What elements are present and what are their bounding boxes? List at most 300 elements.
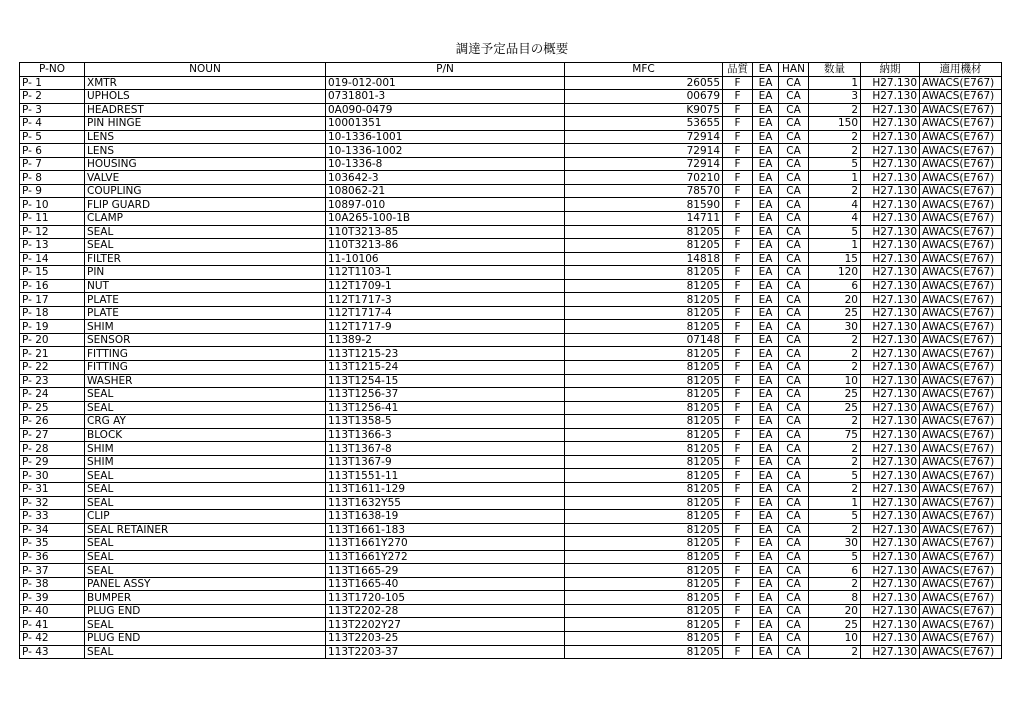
cell-quantity: 2 (809, 455, 861, 469)
cell-han: CA (779, 523, 809, 537)
cell-quantity: 2 (809, 103, 861, 117)
table-row (20, 442, 1002, 456)
table-body (20, 76, 1002, 659)
cell-quantity: 2 (809, 347, 861, 361)
cell-applicable-equipment: AWACS(E767) (920, 117, 1002, 131)
table-row (20, 90, 1002, 104)
cell-quality: F (723, 645, 753, 659)
cell-part-number: 113T1215-23 (326, 347, 565, 361)
cell-part-number: 112T1717-4 (326, 306, 565, 320)
cell-p-no: P- 16 (20, 279, 85, 293)
cell-p-no: P- 36 (20, 550, 85, 564)
cell-p-no: P- 42 (20, 631, 85, 645)
cell-delivery: H27.130 (861, 90, 920, 104)
cell-noun: SEAL (85, 564, 326, 578)
cell-delivery: H27.130 (861, 103, 920, 117)
cell-quality: F (723, 198, 753, 212)
cell-applicable-equipment: AWACS(E767) (920, 293, 1002, 307)
table-row (20, 117, 1002, 131)
cell-delivery: H27.130 (861, 361, 920, 375)
cell-han: CA (779, 550, 809, 564)
cell-noun: COUPLING (85, 184, 326, 198)
cell-quantity: 25 (809, 401, 861, 415)
cell-noun: SHIM (85, 320, 326, 334)
header-mfc: MFC (565, 63, 723, 77)
cell-han: CA (779, 388, 809, 402)
cell-p-no: P- 21 (20, 347, 85, 361)
cell-ea: EA (753, 320, 779, 334)
cell-p-no: P- 14 (20, 252, 85, 266)
cell-part-number: 113T1661-183 (326, 523, 565, 537)
cell-han: CA (779, 90, 809, 104)
cell-mfc: 81205 (565, 564, 723, 578)
cell-applicable-equipment: AWACS(E767) (920, 645, 1002, 659)
cell-han: CA (779, 130, 809, 144)
cell-noun: LENS (85, 144, 326, 158)
cell-delivery: H27.130 (861, 401, 920, 415)
cell-han: CA (779, 76, 809, 90)
table-row (20, 537, 1002, 551)
cell-quality: F (723, 415, 753, 429)
cell-mfc: 81205 (565, 645, 723, 659)
cell-noun: UPHOLS (85, 90, 326, 104)
cell-delivery: H27.130 (861, 76, 920, 90)
cell-noun: SEAL (85, 482, 326, 496)
table-row (20, 388, 1002, 402)
cell-noun: BLOCK (85, 428, 326, 442)
cell-applicable-equipment: AWACS(E767) (920, 415, 1002, 429)
cell-han: CA (779, 144, 809, 158)
cell-ea: EA (753, 306, 779, 320)
table-row (20, 361, 1002, 375)
cell-ea: EA (753, 171, 779, 185)
cell-p-no: P- 9 (20, 184, 85, 198)
cell-quality: F (723, 117, 753, 131)
cell-delivery: H27.130 (861, 212, 920, 226)
cell-delivery: H27.130 (861, 117, 920, 131)
cell-ea: EA (753, 212, 779, 226)
cell-quality: F (723, 550, 753, 564)
table-row (20, 591, 1002, 605)
cell-part-number: 113T1665-29 (326, 564, 565, 578)
cell-part-number: 11-10106 (326, 252, 565, 266)
cell-quality: F (723, 225, 753, 239)
table-row (20, 252, 1002, 266)
cell-han: CA (779, 347, 809, 361)
cell-applicable-equipment: AWACS(E767) (920, 482, 1002, 496)
table-row (20, 645, 1002, 659)
cell-applicable-equipment: AWACS(E767) (920, 333, 1002, 347)
cell-part-number: 113T1665-40 (326, 577, 565, 591)
cell-part-number: 10001351 (326, 117, 565, 131)
cell-mfc: 26055 (565, 76, 723, 90)
cell-ea: EA (753, 76, 779, 90)
cell-mfc: 81205 (565, 523, 723, 537)
cell-part-number: 108062-21 (326, 184, 565, 198)
cell-han: CA (779, 618, 809, 632)
cell-mfc: 81205 (565, 455, 723, 469)
cell-applicable-equipment: AWACS(E767) (920, 266, 1002, 280)
table-row (20, 401, 1002, 415)
cell-quantity: 2 (809, 442, 861, 456)
cell-quantity: 2 (809, 130, 861, 144)
cell-noun: SEAL (85, 388, 326, 402)
cell-noun: SEAL (85, 225, 326, 239)
cell-p-no: P- 19 (20, 320, 85, 334)
cell-quantity: 2 (809, 184, 861, 198)
cell-han: CA (779, 469, 809, 483)
cell-part-number: 0A090-0479 (326, 103, 565, 117)
cell-quantity: 6 (809, 279, 861, 293)
cell-quantity: 75 (809, 428, 861, 442)
cell-part-number: 113T1367-9 (326, 455, 565, 469)
cell-ea: EA (753, 564, 779, 578)
cell-han: CA (779, 496, 809, 510)
cell-noun: SEAL RETAINER (85, 523, 326, 537)
cell-p-no: P- 18 (20, 306, 85, 320)
cell-part-number: 113T1358-5 (326, 415, 565, 429)
document-title: 調達予定品目の概要 (455, 41, 569, 56)
cell-quantity: 1 (809, 496, 861, 510)
cell-han: CA (779, 157, 809, 171)
cell-noun: SEAL (85, 550, 326, 564)
cell-noun: CLIP (85, 510, 326, 524)
cell-delivery: H27.130 (861, 618, 920, 632)
cell-quantity: 30 (809, 537, 861, 551)
cell-applicable-equipment: AWACS(E767) (920, 550, 1002, 564)
cell-quality: F (723, 455, 753, 469)
cell-delivery: H27.130 (861, 252, 920, 266)
cell-noun: SEAL (85, 618, 326, 632)
cell-delivery: H27.130 (861, 591, 920, 605)
cell-ea: EA (753, 184, 779, 198)
cell-quality: F (723, 374, 753, 388)
cell-noun: FLIP GUARD (85, 198, 326, 212)
cell-quantity: 2 (809, 415, 861, 429)
cell-delivery: H27.130 (861, 415, 920, 429)
cell-han: CA (779, 442, 809, 456)
cell-quality: F (723, 442, 753, 456)
cell-part-number: 10A265-100-1B (326, 212, 565, 226)
cell-noun: SEAL (85, 469, 326, 483)
cell-p-no: P- 31 (20, 482, 85, 496)
table-row (20, 523, 1002, 537)
cell-han: CA (779, 577, 809, 591)
cell-ea: EA (753, 591, 779, 605)
cell-delivery: H27.130 (861, 130, 920, 144)
cell-mfc: 72914 (565, 157, 723, 171)
cell-quality: F (723, 157, 753, 171)
cell-ea: EA (753, 388, 779, 402)
cell-quantity: 5 (809, 510, 861, 524)
table-row (20, 130, 1002, 144)
table-row (20, 157, 1002, 171)
cell-noun: PLATE (85, 293, 326, 307)
cell-noun: PIN (85, 266, 326, 280)
cell-quantity: 120 (809, 266, 861, 280)
cell-mfc: 81205 (565, 266, 723, 280)
cell-applicable-equipment: AWACS(E767) (920, 510, 1002, 524)
cell-p-no: P- 20 (20, 333, 85, 347)
cell-quantity: 10 (809, 374, 861, 388)
header-noun: NOUN (85, 63, 326, 77)
cell-delivery: H27.130 (861, 510, 920, 524)
cell-noun: PANEL ASSY (85, 577, 326, 591)
cell-ea: EA (753, 496, 779, 510)
cell-p-no: P- 26 (20, 415, 85, 429)
cell-noun: SEAL (85, 496, 326, 510)
cell-quality: F (723, 469, 753, 483)
cell-quantity: 20 (809, 293, 861, 307)
header-quantity: 数量 (809, 63, 861, 77)
cell-han: CA (779, 361, 809, 375)
cell-quality: F (723, 144, 753, 158)
cell-mfc: 81205 (565, 604, 723, 618)
cell-quantity: 4 (809, 212, 861, 226)
cell-han: CA (779, 212, 809, 226)
cell-han: CA (779, 591, 809, 605)
cell-mfc: 81205 (565, 631, 723, 645)
cell-quantity: 1 (809, 171, 861, 185)
cell-quality: F (723, 537, 753, 551)
cell-quality: F (723, 510, 753, 524)
cell-quality: F (723, 171, 753, 185)
procurement-table (19, 62, 1002, 659)
cell-mfc: 81205 (565, 510, 723, 524)
table-row (20, 618, 1002, 632)
cell-applicable-equipment: AWACS(E767) (920, 401, 1002, 415)
cell-quantity: 5 (809, 225, 861, 239)
cell-quality: F (723, 618, 753, 632)
cell-ea: EA (753, 537, 779, 551)
cell-delivery: H27.130 (861, 320, 920, 334)
cell-quantity: 5 (809, 157, 861, 171)
cell-delivery: H27.130 (861, 645, 920, 659)
cell-ea: EA (753, 333, 779, 347)
cell-ea: EA (753, 631, 779, 645)
cell-mfc: 81205 (565, 320, 723, 334)
cell-delivery: H27.130 (861, 523, 920, 537)
cell-p-no: P- 41 (20, 618, 85, 632)
table-row (20, 577, 1002, 591)
cell-han: CA (779, 279, 809, 293)
cell-ea: EA (753, 279, 779, 293)
cell-noun: WASHER (85, 374, 326, 388)
cell-applicable-equipment: AWACS(E767) (920, 591, 1002, 605)
cell-applicable-equipment: AWACS(E767) (920, 631, 1002, 645)
cell-noun: SEAL (85, 401, 326, 415)
cell-mfc: 81205 (565, 591, 723, 605)
cell-part-number: 103642-3 (326, 171, 565, 185)
cell-ea: EA (753, 618, 779, 632)
cell-quality: F (723, 130, 753, 144)
cell-mfc: 72914 (565, 130, 723, 144)
cell-quality: F (723, 279, 753, 293)
cell-mfc: 81205 (565, 618, 723, 632)
cell-delivery: H27.130 (861, 537, 920, 551)
cell-delivery: H27.130 (861, 482, 920, 496)
cell-han: CA (779, 415, 809, 429)
cell-mfc: 14818 (565, 252, 723, 266)
cell-ea: EA (753, 577, 779, 591)
header-row (20, 63, 1002, 77)
cell-quality: F (723, 577, 753, 591)
cell-mfc: 81205 (565, 415, 723, 429)
cell-han: CA (779, 171, 809, 185)
cell-delivery: H27.130 (861, 306, 920, 320)
header-delivery: 納期 (861, 63, 920, 77)
cell-part-number: 113T1632Y55 (326, 496, 565, 510)
header-p-no: P-NO (20, 63, 85, 77)
cell-quality: F (723, 184, 753, 198)
cell-delivery: H27.130 (861, 333, 920, 347)
cell-ea: EA (753, 225, 779, 239)
table-row (20, 510, 1002, 524)
cell-han: CA (779, 266, 809, 280)
cell-quantity: 30 (809, 320, 861, 334)
cell-part-number: 112T1709-1 (326, 279, 565, 293)
cell-mfc: 81205 (565, 306, 723, 320)
cell-applicable-equipment: AWACS(E767) (920, 252, 1002, 266)
cell-ea: EA (753, 130, 779, 144)
cell-ea: EA (753, 645, 779, 659)
cell-part-number: 113T1256-37 (326, 388, 565, 402)
table-row (20, 469, 1002, 483)
cell-mfc: 00679 (565, 90, 723, 104)
cell-mfc: 81205 (565, 374, 723, 388)
cell-delivery: H27.130 (861, 293, 920, 307)
cell-mfc: 81205 (565, 401, 723, 415)
cell-han: CA (779, 293, 809, 307)
cell-p-no: P- 40 (20, 604, 85, 618)
cell-noun: SEAL (85, 537, 326, 551)
cell-mfc: 53655 (565, 117, 723, 131)
cell-p-no: P- 12 (20, 225, 85, 239)
cell-p-no: P- 22 (20, 361, 85, 375)
cell-p-no: P- 10 (20, 198, 85, 212)
cell-quality: F (723, 482, 753, 496)
cell-part-number: 019-012-001 (326, 76, 565, 90)
cell-part-number: 113T1254-15 (326, 374, 565, 388)
cell-delivery: H27.130 (861, 428, 920, 442)
cell-quantity: 6 (809, 564, 861, 578)
cell-mfc: 81205 (565, 347, 723, 361)
cell-delivery: H27.130 (861, 374, 920, 388)
cell-noun: SHIM (85, 442, 326, 456)
cell-han: CA (779, 631, 809, 645)
cell-quality: F (723, 591, 753, 605)
table-row (20, 564, 1002, 578)
cell-applicable-equipment: AWACS(E767) (920, 212, 1002, 226)
cell-delivery: H27.130 (861, 564, 920, 578)
cell-mfc: 72914 (565, 144, 723, 158)
cell-quality: F (723, 252, 753, 266)
cell-noun: SEAL (85, 645, 326, 659)
cell-part-number: 113T1720-105 (326, 591, 565, 605)
cell-quality: F (723, 293, 753, 307)
cell-ea: EA (753, 252, 779, 266)
cell-quantity: 2 (809, 144, 861, 158)
cell-mfc: 81205 (565, 361, 723, 375)
cell-ea: EA (753, 347, 779, 361)
cell-mfc: 14711 (565, 212, 723, 226)
cell-ea: EA (753, 103, 779, 117)
cell-applicable-equipment: AWACS(E767) (920, 76, 1002, 90)
cell-ea: EA (753, 117, 779, 131)
cell-quality: F (723, 401, 753, 415)
table-row (20, 415, 1002, 429)
cell-ea: EA (753, 550, 779, 564)
cell-applicable-equipment: AWACS(E767) (920, 442, 1002, 456)
table-row (20, 144, 1002, 158)
cell-delivery: H27.130 (861, 347, 920, 361)
cell-part-number: 113T1611-129 (326, 482, 565, 496)
cell-part-number: 112T1717-3 (326, 293, 565, 307)
cell-han: CA (779, 198, 809, 212)
cell-noun: BUMPER (85, 591, 326, 605)
cell-p-no: P- 17 (20, 293, 85, 307)
cell-delivery: H27.130 (861, 198, 920, 212)
cell-quality: F (723, 631, 753, 645)
cell-p-no: P- 8 (20, 171, 85, 185)
cell-quantity: 10 (809, 631, 861, 645)
cell-quantity: 3 (809, 90, 861, 104)
cell-p-no: P- 30 (20, 469, 85, 483)
cell-han: CA (779, 184, 809, 198)
cell-mfc: 81205 (565, 577, 723, 591)
table-row (20, 320, 1002, 334)
table-row (20, 184, 1002, 198)
cell-ea: EA (753, 482, 779, 496)
cell-p-no: P- 32 (20, 496, 85, 510)
cell-applicable-equipment: AWACS(E767) (920, 564, 1002, 578)
cell-mfc: 81205 (565, 482, 723, 496)
cell-quantity: 2 (809, 523, 861, 537)
cell-applicable-equipment: AWACS(E767) (920, 469, 1002, 483)
cell-quality: F (723, 76, 753, 90)
cell-mfc: 81590 (565, 198, 723, 212)
cell-delivery: H27.130 (861, 604, 920, 618)
cell-mfc: 07148 (565, 333, 723, 347)
cell-p-no: P- 34 (20, 523, 85, 537)
cell-applicable-equipment: AWACS(E767) (920, 374, 1002, 388)
cell-quantity: 15 (809, 252, 861, 266)
table-row (20, 482, 1002, 496)
cell-part-number: 113T1661Y272 (326, 550, 565, 564)
cell-delivery: H27.130 (861, 171, 920, 185)
cell-noun: LENS (85, 130, 326, 144)
table-row (20, 279, 1002, 293)
cell-delivery: H27.130 (861, 279, 920, 293)
cell-applicable-equipment: AWACS(E767) (920, 347, 1002, 361)
cell-p-no: P- 25 (20, 401, 85, 415)
cell-mfc: 70210 (565, 171, 723, 185)
cell-noun: PIN HINGE (85, 117, 326, 131)
cell-quality: F (723, 212, 753, 226)
table-row (20, 428, 1002, 442)
cell-part-number: 110T3213-86 (326, 239, 565, 253)
cell-ea: EA (753, 455, 779, 469)
header-quality: 品質 (723, 63, 753, 77)
cell-quality: F (723, 428, 753, 442)
table-row (20, 171, 1002, 185)
cell-part-number: 113T2203-25 (326, 631, 565, 645)
cell-han: CA (779, 374, 809, 388)
cell-delivery: H27.130 (861, 496, 920, 510)
cell-noun: PLATE (85, 306, 326, 320)
cell-part-number: 10-1336-8 (326, 157, 565, 171)
cell-p-no: P- 2 (20, 90, 85, 104)
